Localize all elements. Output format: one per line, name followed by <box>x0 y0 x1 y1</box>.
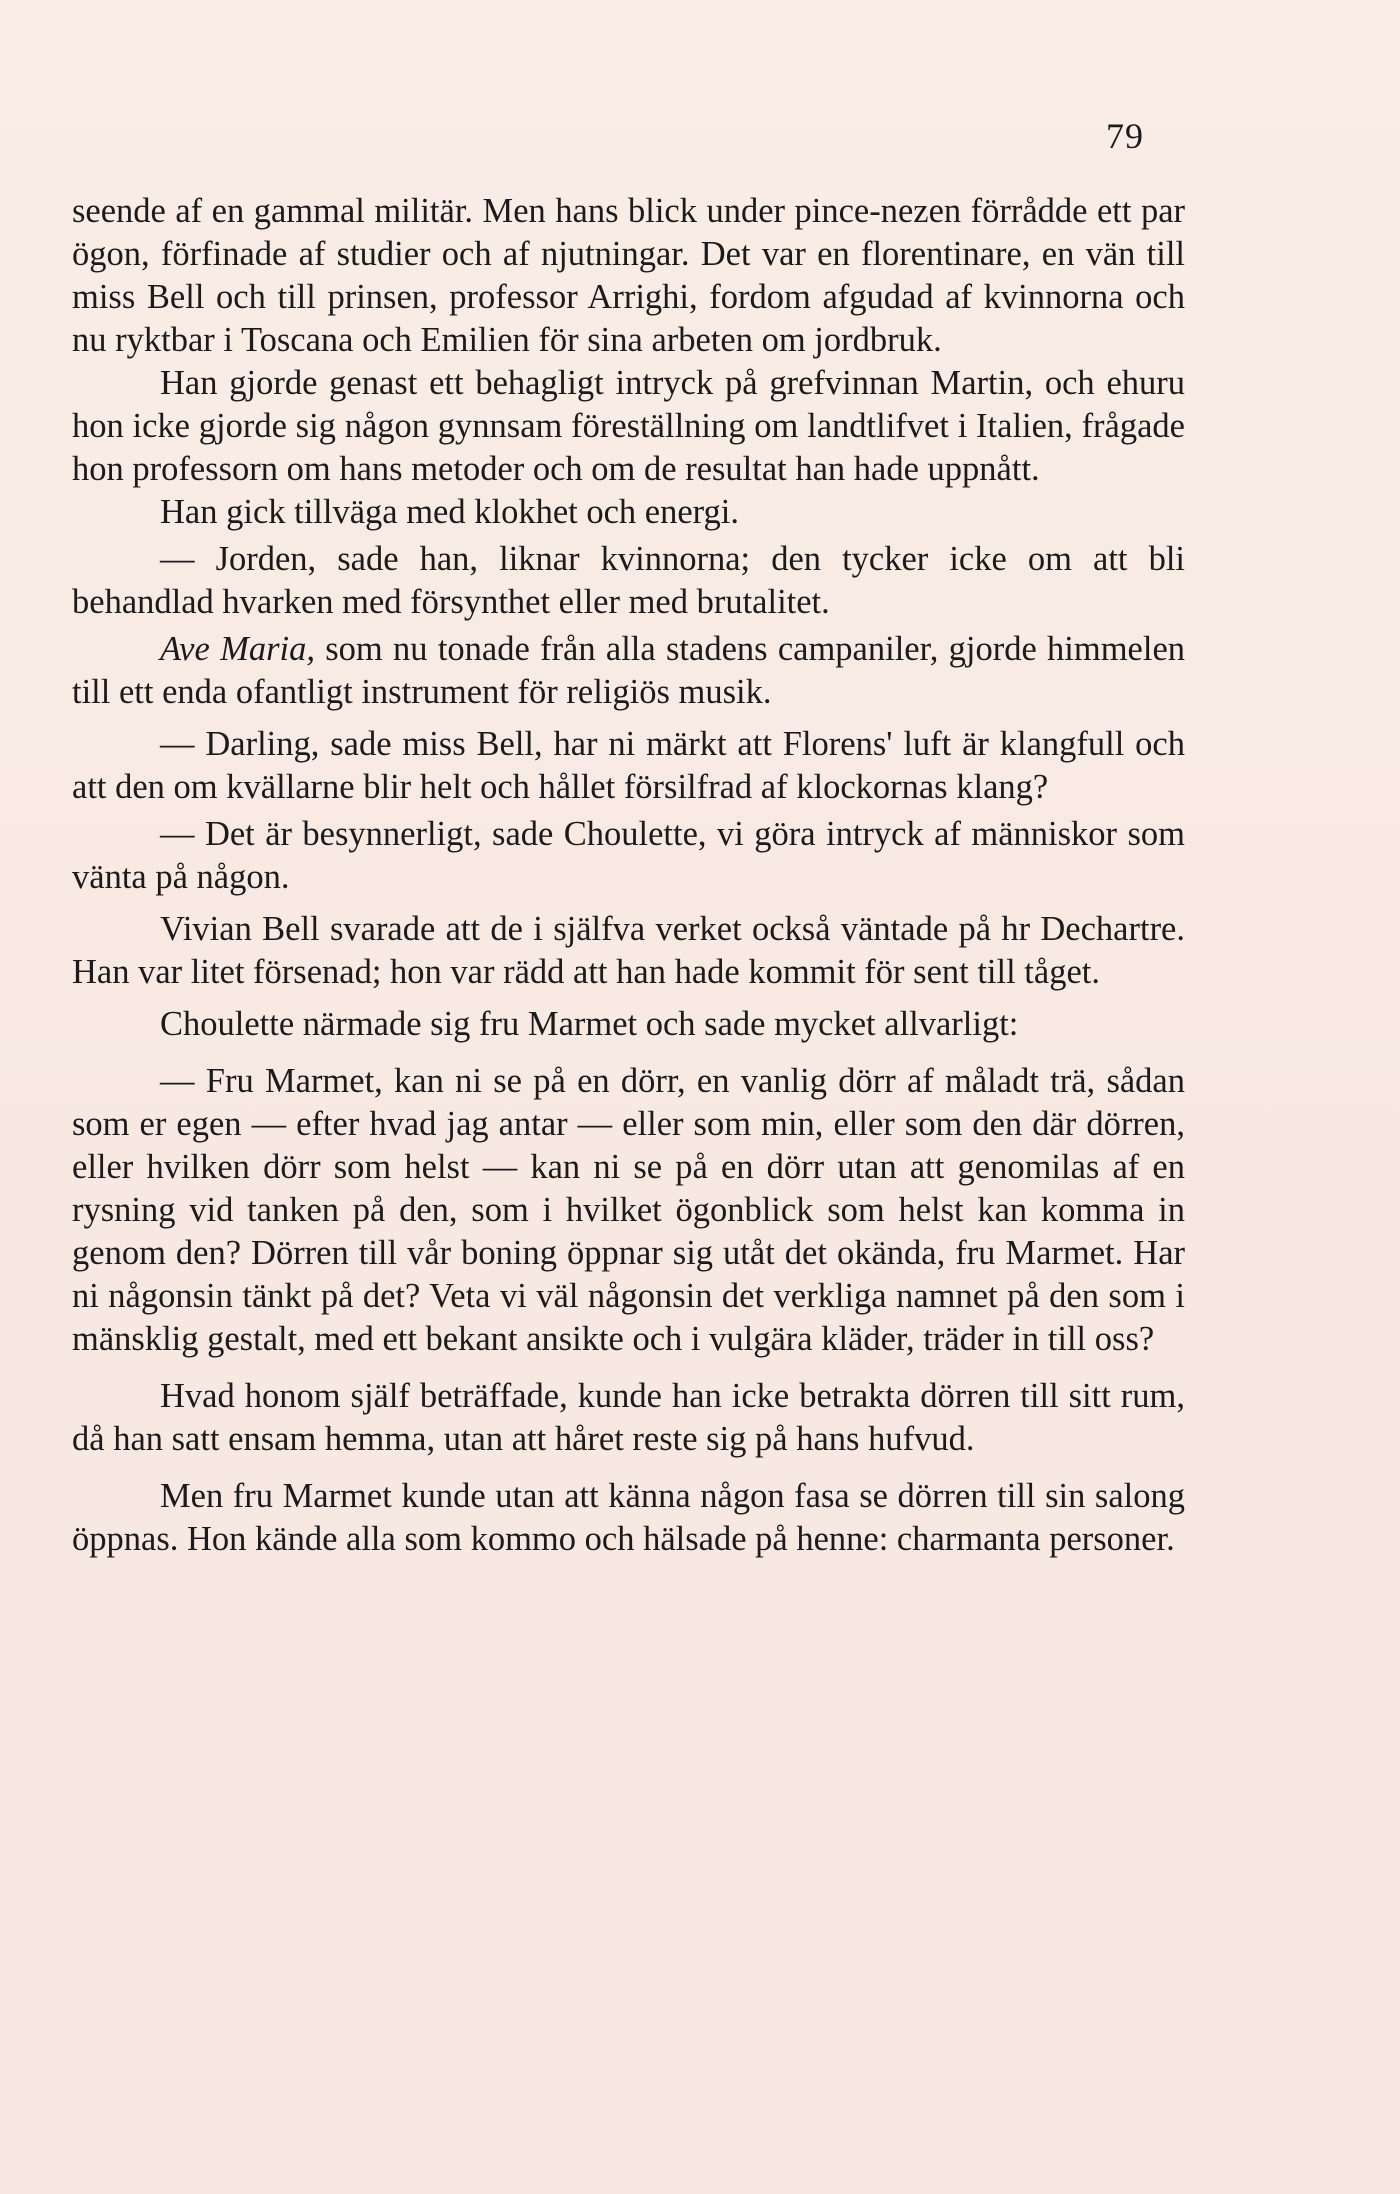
paragraph-12: Men fru Marmet kunde utan att känna någon fasa se dörren till sin salong öppnas. Hon kände alla som kommo och hälsade på henne: charmanta personer. <box>72 1477 1185 1558</box>
paragraph-10: — Fru Marmet, kan ni se på en dörr, en vanlig dörr af måladt trä, sådan som er egen — efter hvad jag antar — eller som min, eller som den där dörren, eller hvilken dörr som helst — kan ni se på en dörr utan att genomilas af en rysning vid tanken på den, som i hvilket ögonblick som helst kan komma in genom den? Dörren till vår boning öppnar sig utåt det okända, fru Marmet. Har ni någonsin tänkt på det? Veta vi väl någonsin det verkliga namnet på den som i mänsklig gestalt, med ett bekant ansikte och i vulgära kläder, träder in till oss? <box>72 1062 1185 1358</box>
paragraph-11: Hvad honom själf beträffade, kunde han icke betrakta dörren till sitt rum, då han satt ensam hemma, utan att håret reste sig på hans hufvud. <box>72 1377 1185 1458</box>
paragraph-6: — Darling, sade miss Bell, har ni märkt att Florens' luft är klangfull och att den om kvällarne blir helt och hållet försilfrad af klockornas klang? <box>72 725 1185 806</box>
paragraph-8: Vivian Bell svarade att de i själfva verket också väntade på hr Dechartre. Han var litet försenad; hon var rädd att han hade kommit för sent till tåget. <box>72 910 1185 991</box>
paragraph-1: seende af en gammal militär. Men hans blick under pince-nezen förrådde ett par ögon, förfinade af studier och af njutningar. Det var en florentinare, en vän till miss Bell och till prinsen, professor Arrighi, fordom afgudad af kvinnorna och nu ryktbar i Toscana och Emilien för sina arbeten om jordbruk. <box>72 192 1185 359</box>
paragraph-9: Choulette närmade sig fru Marmet och sade mycket allvarligt: <box>160 1005 1019 1043</box>
paragraph-5 <box>72 628 1185 714</box>
paragraph-3: Han gick tillväga med klokhet och energi. <box>160 493 739 531</box>
paragraph-2: Han gjorde genast ett behagligt intryck på grefvinnan Martin, och ehuru hon icke gjorde sig någon gynnsam föreställning om landtlifvet i Italien, frågade hon professorn om hans metoder och om de resultat han hade uppnått. <box>72 364 1185 488</box>
paragraph-4: — Jorden, sade han, liknar kvinnorna; den tycker icke om att bli behandlad hvarken med försynthet eller med brutalitet. <box>72 540 1185 621</box>
page-number: 79 <box>1106 116 1144 156</box>
paragraph-7: — Det är besynnerligt, sade Choulette, vi göra intryck af människor som vänta på någon. <box>72 815 1185 896</box>
body-text <box>72 190 1185 1561</box>
paragraph-5-title: Ave Maria, <box>160 630 315 668</box>
paragraph-5-text: som nu tonade från alla stadens campaniler, gjorde himmelen till ett enda ofantligt instrument för religiös musik. <box>72 630 1186 711</box>
